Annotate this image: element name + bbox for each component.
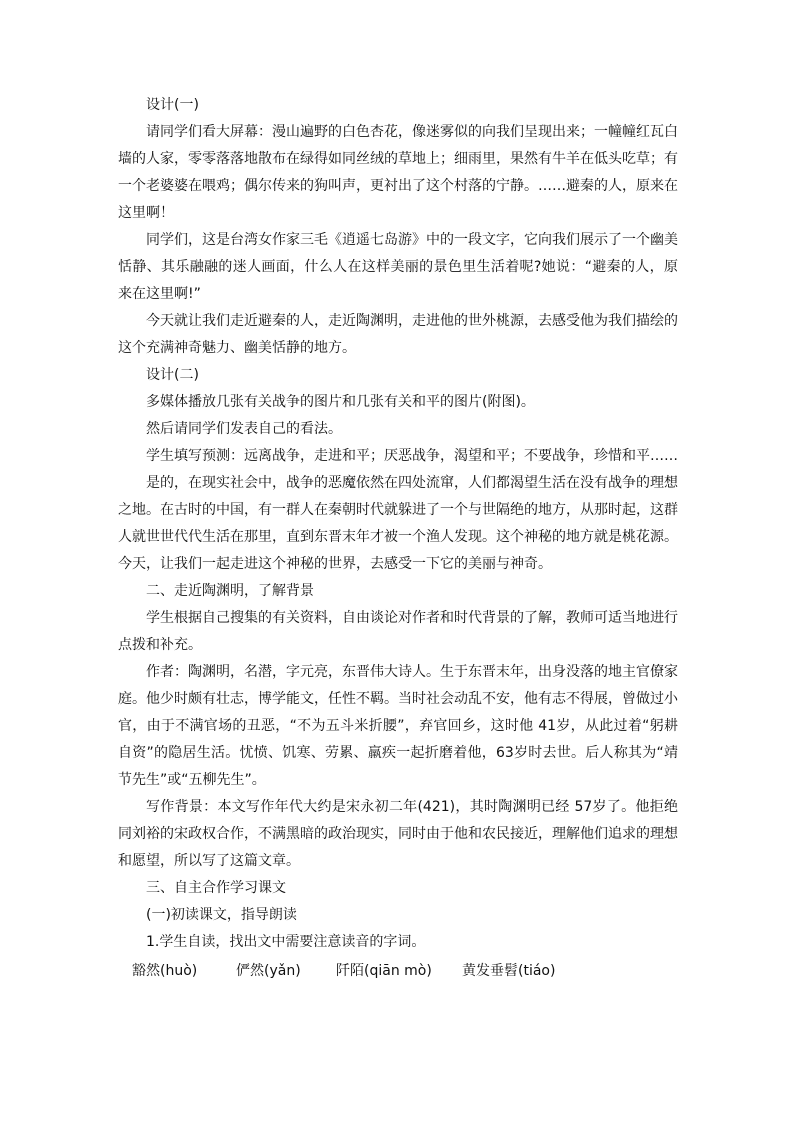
paragraph: 写作背景：本文写作年代大约是宋永初二年(421)，其时陶渊明已经 57岁了。他拒绝同刘裕的宋政权合作，不满黑暗的政治现实，同时由于他和农民接近，理解他们追求的理想和愿望，所以写了这篇文章。 <box>118 799 678 869</box>
paragraph: 今天就让我们走近避秦的人，走近陶渊明，走进他的世外桃源，去感受他为我们描绘的这个充满神奇魅力、幽美恬静的地方。 <box>118 313 678 356</box>
pinyin-item: 阡陌(qiān mò) <box>336 963 432 979</box>
paragraph: 多媒体播放几张有关战争的图片和几张有关和平的图片(附图)。 <box>146 394 535 410</box>
section-heading: 设计(一) <box>146 97 199 113</box>
pinyin-item: 俨然(yǎn) <box>236 963 301 979</box>
paragraph: 学生填写预测：远离战争，走进和平；厌恶战争，渴望和平；不要战争，珍惜和平…… <box>146 448 678 464</box>
paragraph: 同学们，这是台湾女作家三毛《逍遥七岛游》中的一段文字，它向我们展示了一个幽美恬静、其乐融融的迷人画面，什么人在这样美丽的景色里生活着呢?她说：“避秦的人，原来在这里啊!” <box>118 232 678 302</box>
paragraph: 请同学们看大屏幕：漫山遍野的白色杏花，像迷雾似的向我们呈现出来；一幢幢红瓦白墙的人家，零零落落地散布在绿得如同丝绒的草地上；细雨里，果然有牛羊在低头吃草；有一个老婆婆在喂鸡；偶尔传来的狗叫声，更衬出了这个村落的宁静。……避秦的人，原来在这里啊！ <box>118 124 678 221</box>
section-heading: 设计(二) <box>146 367 199 383</box>
pinyin-item: 豁然(huò) <box>132 963 198 979</box>
section-heading: 二、走近陶渊明，了解背景 <box>146 583 314 599</box>
pinyin-item: 黄发垂髫(tiáo) <box>462 963 556 979</box>
document-body <box>118 92 678 985</box>
paragraph: 1.学生自读，找出文中需要注意读音的字词。 <box>146 934 426 950</box>
paragraph: 作者：陶渊明，名潜，字元亮，东晋伟大诗人。生于东晋末年，出身没落的地主官僚家庭。他少时颇有壮志，博学能文，任性不羁。当时社会动乱不安，他有志不得展，曾做过小官，由于不满官场的丑恶，“不为五斗米折腰”，弃官回乡，这时他 41岁，从此过着“躬耕自资”的隐居生活。忧愤、饥寒、劳累、羸疾一起折磨着他，63岁时去世。后人称其为“靖节先生”或“五柳先生”。 <box>118 664 678 788</box>
paragraph: 是的，在现实社会中，战争的恶魔依然在四处流窜，人们都渴望生活在没有战争的理想之地。在古时的中国，有一群人在秦朝时代就躲进了一个与世隔绝的地方，从那时起，这群人就世世代代生活在那里，直到东晋末年才被一个渔人发现。这个神秘的地方就是桃花源。今天，让我们一起走进这个神秘的世界，去感受一下它的美丽与神奇。 <box>118 475 678 572</box>
pinyin-list <box>118 958 678 985</box>
section-heading: 三、自主合作学习课文 <box>146 880 286 896</box>
paragraph: 然后请同学们发表自己的看法。 <box>146 421 342 437</box>
paragraph: 学生根据自己搜集的有关资料，自由谈论对作者和时代背景的了解，教师可适当地进行点拨和补充。 <box>118 610 678 653</box>
subsection-heading: (一)初读课文，指导朗读 <box>146 907 297 923</box>
